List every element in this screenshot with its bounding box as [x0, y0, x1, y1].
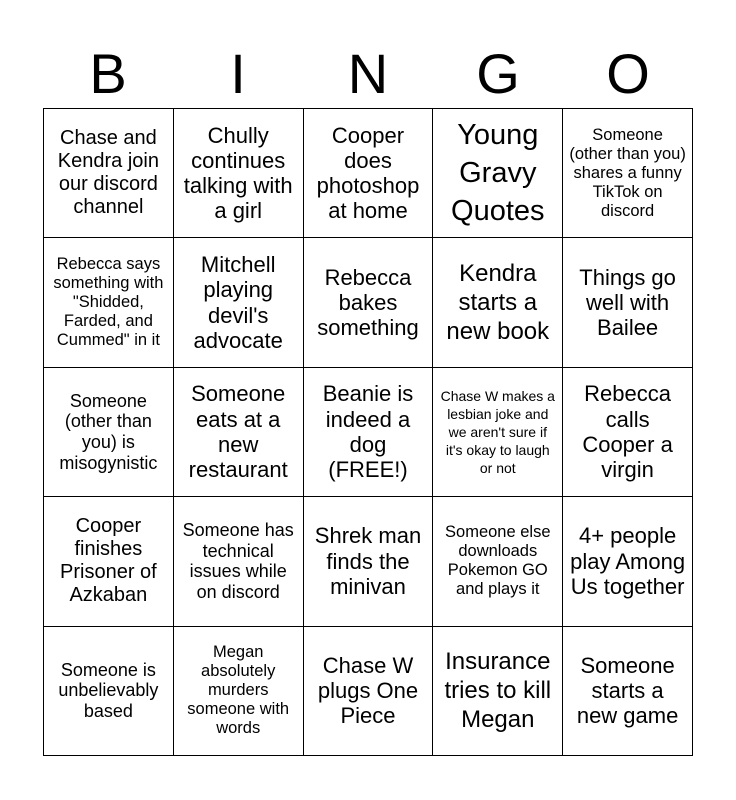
bingo-cell[interactable]: Chully continues talking with a girl [174, 109, 304, 238]
bingo-cell[interactable]: Rebecca says something with "Shidded, Farded, and Cummed" in it [44, 238, 174, 367]
bingo-header [43, 38, 693, 108]
bingo-cell[interactable]: Cooper finishes Prisoner of Azkaban [44, 497, 174, 626]
bingo-cell[interactable]: Insurance tries to kill Megan [433, 627, 563, 756]
header-letter-i: I [230, 41, 246, 105]
header-letter-g: G [476, 41, 520, 105]
bingo-cell[interactable]: 4+ people play Among Us together [563, 497, 693, 626]
bingo-cell[interactable]: Chase and Kendra join our discord channel [44, 109, 174, 238]
bingo-cell[interactable]: Rebecca calls Cooper a virgin [563, 368, 693, 497]
bingo-cell[interactable]: Cooper does photoshop at home [304, 109, 434, 238]
bingo-cell[interactable]: Someone else downloads Pokemon GO and plays it [433, 497, 563, 626]
bingo-cell[interactable]: Someone has technical issues while on discord [174, 497, 304, 626]
bingo-cell[interactable]: Someone (other than you) shares a funny TikTok on discord [563, 109, 693, 238]
bingo-cell[interactable]: Shrek man finds the minivan [304, 497, 434, 626]
bingo-cell[interactable]: Chase W plugs One Piece [304, 627, 434, 756]
bingo-cell[interactable]: Kendra starts a new book [433, 238, 563, 367]
bingo-cell[interactable]: Someone is unbelievably based [44, 627, 174, 756]
bingo-cell[interactable]: Things go well with Bailee [563, 238, 693, 367]
bingo-card [43, 108, 693, 756]
header-letter-o: O [606, 41, 650, 105]
bingo-cell[interactable]: Beanie is indeed a dog (FREE!) [304, 368, 434, 497]
bingo-cell[interactable]: Rebecca bakes something [304, 238, 434, 367]
bingo-cell[interactable]: Mitchell playing devil's advocate [174, 238, 304, 367]
bingo-cell[interactable]: Someone starts a new game [563, 627, 693, 756]
header-letter-n: N [347, 41, 389, 105]
bingo-cell[interactable]: Young Gravy Quotes [433, 109, 563, 238]
bingo-cell[interactable]: Someone eats at a new restaurant [174, 368, 304, 497]
bingo-cell[interactable]: Megan absolutely murders someone with words [174, 627, 304, 756]
bingo-cell[interactable]: Someone (other than you) is misogynistic [44, 368, 174, 497]
header-letter-b: B [89, 41, 127, 105]
bingo-cell[interactable]: Chase W makes a lesbian joke and we aren't sure if it's okay to laugh or not [433, 368, 563, 497]
